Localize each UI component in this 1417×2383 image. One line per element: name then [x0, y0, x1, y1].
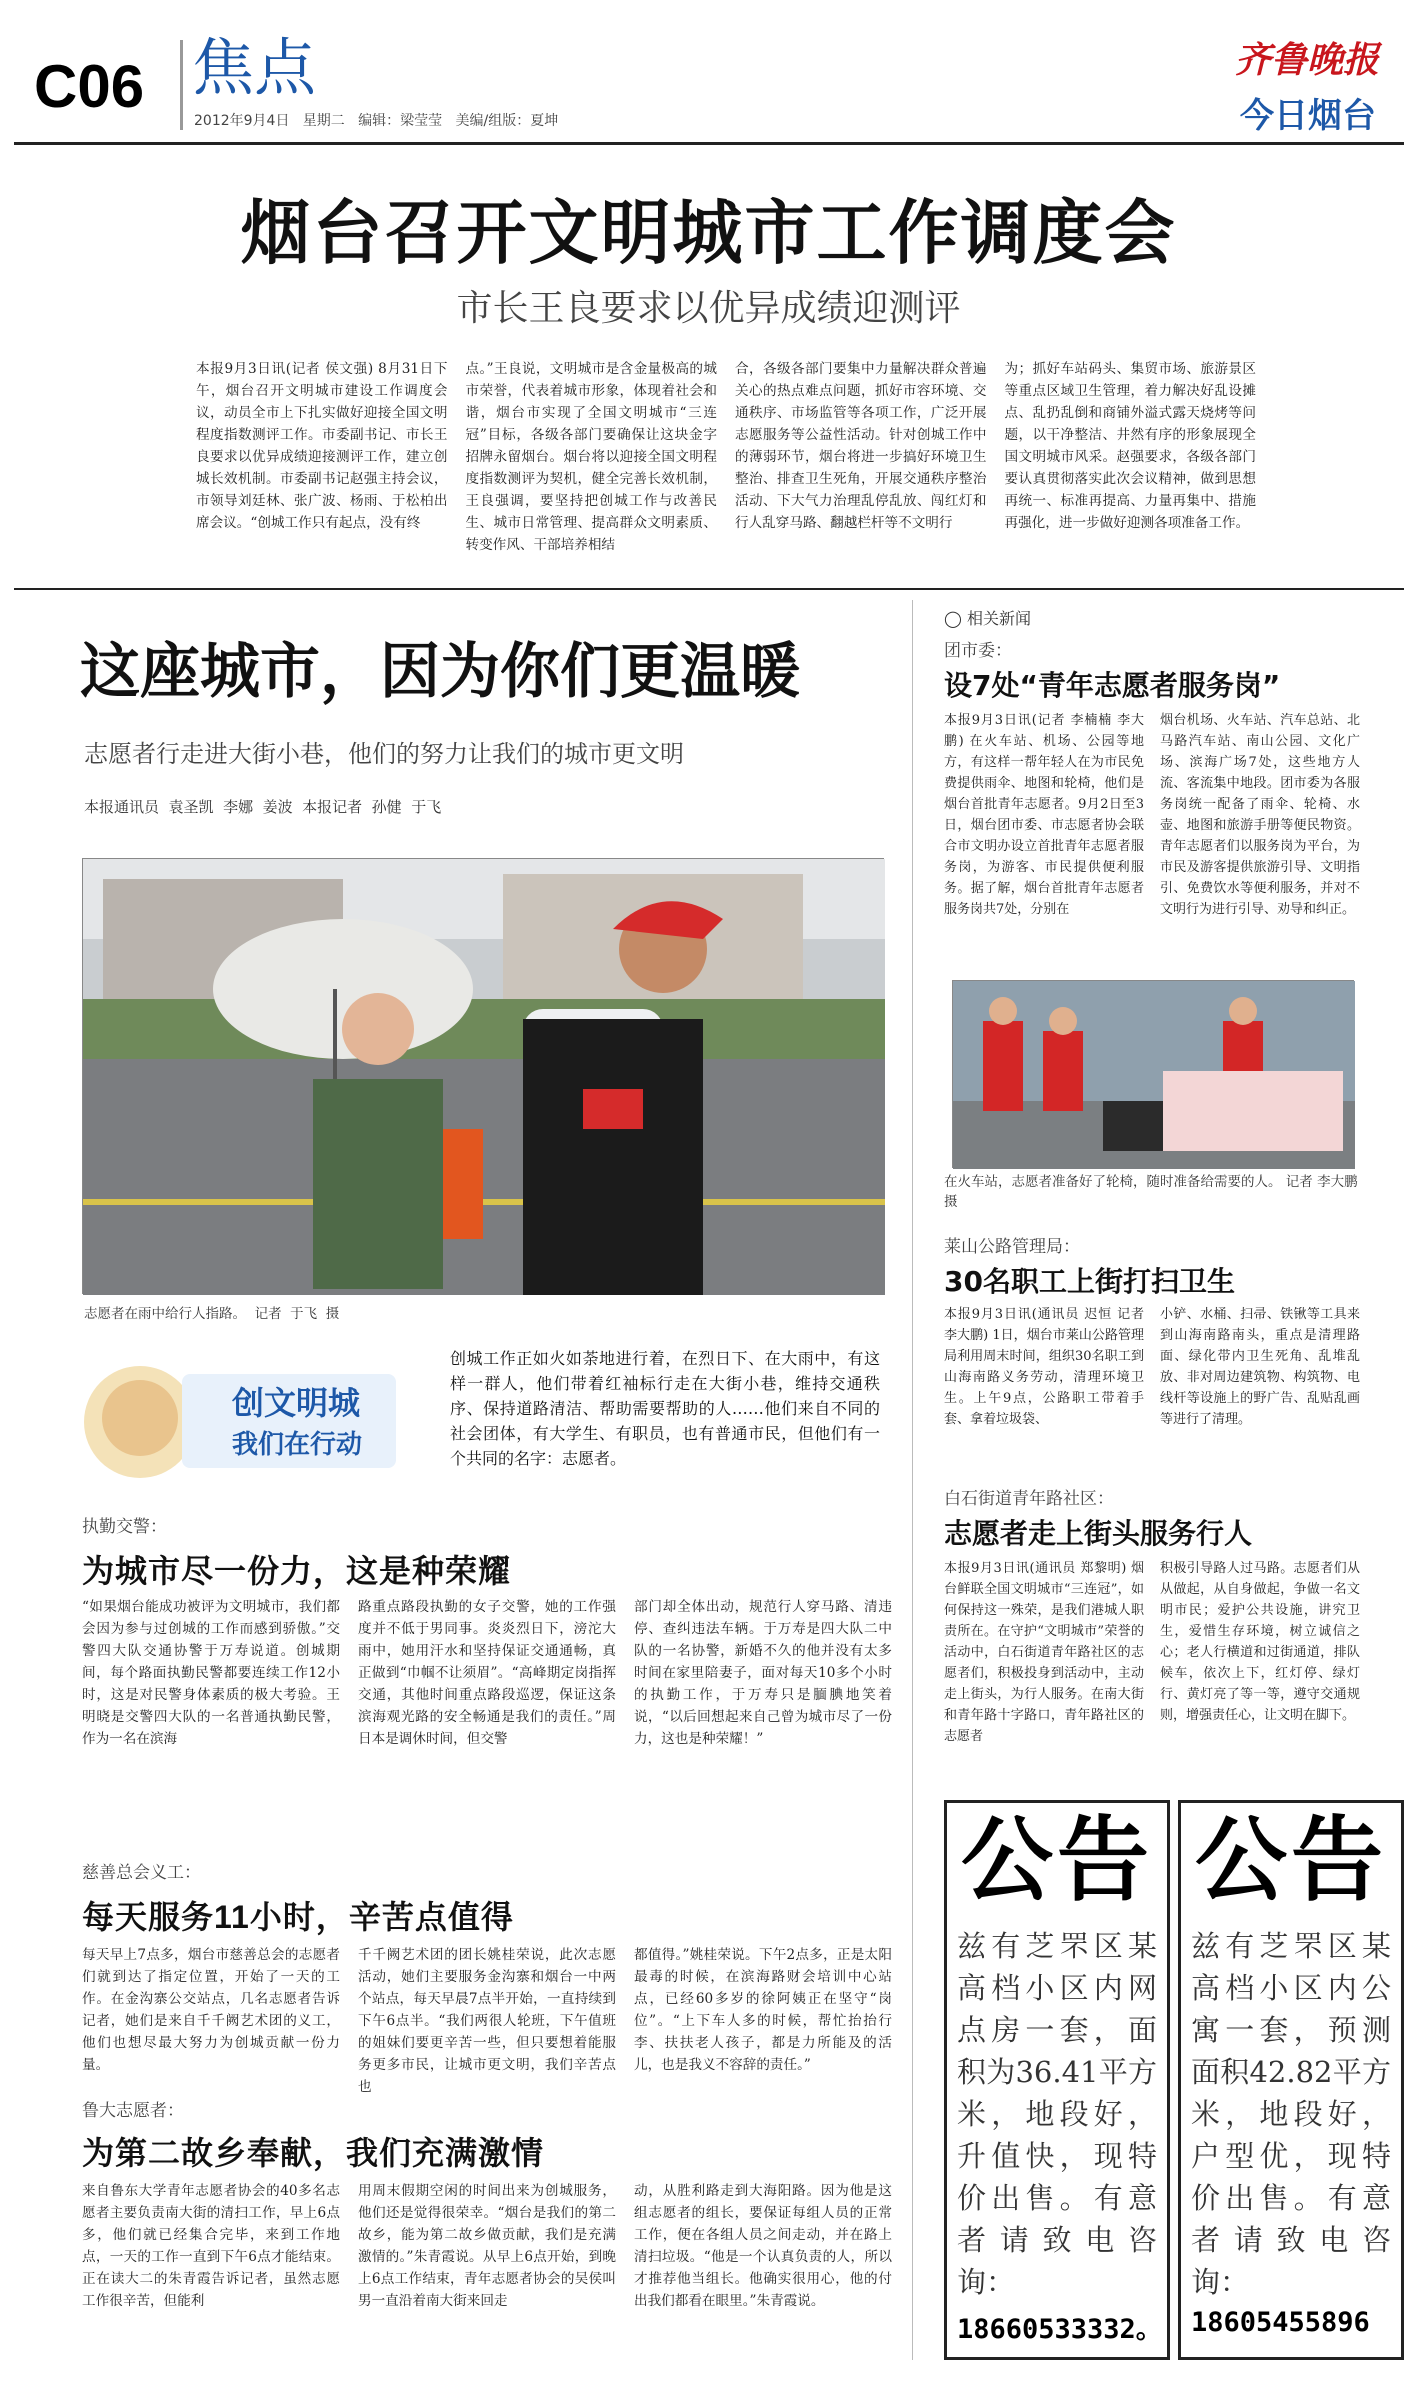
badge-line-1: 创文明城	[232, 1384, 361, 1422]
lead-col-4: 为；抓好车站码头、集贸市场、旅游景区等重点区域卫生管理，着力解决好乱设摊点、乱扔乱倒和商铺外溢式露天烧烤等问题，以干净整洁、井然有序的形象展现全国文明城市风采。赵强要求，各级各部门要认真贯彻落实此次会议精神，做到思想再统一、标准再提高、力量再集中、措施再强化，进一步做好迎测各项准备工作。	[1004, 361, 1256, 531]
badge-line-2: 我们在行动	[232, 1430, 363, 1460]
notice-2-title: 公告	[1194, 1810, 1387, 1912]
masthead-meta: 2012年9月4日 星期二 编辑：梁莹莹 美编/组版：夏坤	[194, 113, 559, 129]
column-divider	[912, 600, 913, 2360]
story2-col-3: 都值得。”姚桂荣说。下午2点多，正是太阳最毒的时候，在滨海路财会培训中心站点，已经60多岁的徐阿姨正在坚守“岗位”。“上下车人多的时候，帮忙抬抬行李、扶扶老人孩子，都是力所能及的活儿，也是我义不容辞的责任。”	[634, 1947, 892, 2073]
related1-title: 设7处“青年志愿者服务岗”	[944, 669, 1281, 702]
notice-1	[944, 1800, 1170, 2360]
related2-col-1: 本报9月3日讯(通讯员 迟恒 记者 李大鹏) 1日，烟台市莱山公路管理局利用周末时间，组织30名职工到山海南路义务劳动，清理环境卫生。上午9点，公路职工带着手套、拿着垃圾袋、	[944, 1307, 1144, 1427]
story3-col-2: 用周末假期空闲的时间出来为创城服务，他们还是觉得很荣幸。“烟台是我们的第二故乡，能为第二故乡做贡献，我们是充满激情的。”朱青霞说。从早上6点开始，到晚上6点工作结束，青年志愿者协会的吴侯叫男一直沿着南大街来回走	[358, 2183, 616, 2309]
related2-title: 30名职工上街打扫卫生	[944, 1265, 1235, 1298]
related1-col-1: 本报9月3日讯(记者 李楠楠 李大鹏) 在火车站、机场、公园等地方，有这样一帮年轻人在为市民免费提供雨伞、地图和轮椅，他们是烟台首批青年志愿者。9月2日至3日，烟台团市委、市志愿者协会联合市文明办设立首批青年志愿者服务岗，为游客、市民提供便利服务。据了解，烟台首批青年志愿者服务岗共7处，分别在	[944, 713, 1144, 917]
related2-org: 莱山公路管理局：	[944, 1237, 1080, 1257]
story2-col-2: 千千阙艺术团的团长姚桂荣说，此次志愿活动，她们主要服务金沟寨和烟台一中两个站点，每天早晨7点半开始，一直持续到下午6点半。“我们两很人轮班，下午值班的姐妹们要更辛苦一些，但只要想着能服务更多市民，让城市更文明，我们辛苦点也	[358, 1947, 616, 2095]
notice-1-title: 公告	[960, 1810, 1153, 1912]
story3-title: 为第二故乡奉献，我们充满激情	[82, 2135, 545, 2171]
story1-body	[82, 1596, 892, 1832]
story1-label: 执勤交警：	[82, 1517, 167, 1537]
related2-col-2: 小铲、水桶、扫帚、铁锹等工具来到山海南路南头，重点是清理路面、绿化带内卫生死角、乱堆乱放、非对周边建筑物、构筑物、电线杆等设施上的野广告、乱贴乱画等进行了清理。	[1160, 1307, 1360, 1427]
volunteer-rain-photo	[83, 859, 885, 1295]
paper-name: 齐鲁晚报	[1235, 39, 1380, 81]
story2-title: 每天服务11小时，辛苦点值得	[82, 1899, 514, 1935]
story1-col-3: 部门却全体出动，规范行人穿马路、清违停、查纠违法车辆。于万寿是四大队二中队的一名协警，新婚不久的他并没有太多时间在家里陪妻子，面对每天10多个小时的执勤工作，于万寿只是腼腆地笑着说，“以后回想起来自己曾为城市尽了一份力，这也是种荣耀！”	[634, 1599, 892, 1747]
main-photo-caption: 志愿者在雨中给行人指路。 记者 于飞 摄	[84, 1306, 340, 1322]
masthead-rule	[14, 142, 1404, 145]
related-news-tag	[944, 606, 1031, 629]
main-subtitle: 志愿者行走进大街小巷，他们的努力让我们的城市更文明	[84, 740, 684, 768]
related-circle-icon: ◯	[944, 609, 962, 628]
main-title: 这座城市，因为你们更温暖	[80, 638, 800, 705]
related3-body	[944, 1558, 1360, 1776]
lead-col-2: 点。”王良说，文明城市是含金量极高的城市荣誉，代表着城市形象，体现着社会和谐，烟台市实现了全国文明城市“三连冠”目标，各级各部门要确保让这块金字招牌永留烟台。烟台将以迎接全国文明程度指数测评为契机，健全完善长效机制，王良强调，要坚持把创城工作与改善民生、城市日常管理、提高群众文明素质、转变作风、干部培养相结	[465, 361, 717, 553]
story3-col-1: 来自鲁东大学青年志愿者协会的40多名志愿者主要负责南大街的清扫工作，早上6点多，他们就已经集合完毕，来到工作地点，一天的工作一直到下午6点才能结束。正在读大二的朱青霞告诉记者，虽然志愿工作很辛苦，但能利	[82, 2183, 340, 2309]
story2-label: 慈善总会义工：	[82, 1863, 201, 1883]
related2-body	[944, 1304, 1360, 1470]
masthead-divider	[180, 40, 183, 130]
story2-body	[82, 1944, 892, 2095]
related1-caption: 在火车站，志愿者准备好了轮椅，随时准备给需要的人。 记者 李大鹏 摄	[944, 1174, 1358, 1210]
edition-name: 今日烟台	[1240, 96, 1376, 136]
lead-col-1: 本报9月3日讯(记者 侯文强) 8月31日下午，烟台召开文明城市建设工作调度会议，动员全市上下扎实做好迎接全国文明程度指数测评工作。市委副书记、市长王良要求以优异成绩迎接测评工作，建立创城长效机制。市委副书记赵强主持会议，市领导刘廷林、张广波、杨雨、于松柏出席会议。“创城工作只有起点，没有终	[196, 361, 448, 531]
notice-2	[1178, 1800, 1404, 2360]
lead-subtitle: 市长王良要求以优异成绩迎测评	[456, 288, 961, 329]
related3-title: 志愿者走上街头服务行人	[944, 1517, 1253, 1550]
story3-label: 鲁大志愿者：	[82, 2101, 184, 2121]
main-photo	[82, 858, 884, 1294]
main-byline: 本报通讯员 袁圣凯 李娜 姜波 本报记者 孙健 于飞	[84, 798, 442, 816]
section-title: 焦点	[192, 31, 317, 104]
related1-org: 团市委：	[944, 641, 1012, 661]
wheelchair-photo	[953, 981, 1355, 1169]
story2-col-1: 每天早上7点多，烟台市慈善总会的志愿者们就到达了指定位置，开始了一天的工作。在金沟寨公交站点，几名志愿者告诉记者，她们是来自千千阙艺术团的义工，他们也想尽最大努力为创城贡献一份力量。	[82, 1947, 340, 2073]
related3-col-2: 积极引导路人过马路。志愿者们从从做起，从自身做起，争做一名文明市民；爱护公共设施，讲究卫生，爱惜生存环境，树立诚信之心；老人行横道和过街通道，排队候车，依次上下，红灯停、绿灯行、黄灯亮了等一等，遵守交通规则，增强责任心，让文明在脚下。	[1160, 1561, 1360, 1723]
related-news-label: 相关新闻	[967, 609, 1032, 628]
notice-2-phone: 18605455896	[1191, 2307, 1370, 2338]
lead-col-3: 合，各级各部门要集中力量解决群众普遍关心的热点难点问题，抓好市容环境、交通秩序、市场监管等各项工作，广泛开展志愿服务等公益性活动。针对创城工作中的薄弱环节，烟台将进一步搞好环境卫生整治、排查卫生死角，开展交通秩序整治活动、下大气力治理乱停乱放、闯红灯和行人乱穿马路、翻越栏杆等不文明行	[735, 361, 987, 531]
lead-rule	[14, 588, 1404, 590]
lead-title: 烟台召开文明城市工作调度会	[240, 196, 1177, 273]
story3-col-3: 动，从胜利路走到大海阳路。因为他是这组志愿者的组长，要保证每组人员的正常工作，便在各组人员之间走动，并在路上清扫垃圾。“他是一个认真负责的人，所以才推荐他当组长。他确实很用心，他的付出我们都看在眼里。”朱青霞说。	[634, 2183, 892, 2309]
campaign-badge	[82, 1362, 402, 1482]
page-code: C06	[34, 53, 145, 120]
related3-org: 白石街道青年路社区：	[944, 1489, 1114, 1509]
story1-title: 为城市尽一份力，这是种荣耀	[82, 1553, 512, 1589]
notice-1-text: 兹有芝罘区某高档小区内网点房一套，面积为36.41平方米，地段好，升值快，现特价出售。有意者请致电咨询：	[957, 1929, 1157, 2299]
related1-body	[944, 710, 1360, 968]
main-intro: 创城工作正如火如荼地进行着，在烈日下、在大雨中，有这样一群人，他们带着红袖标行走在大街小巷，维持交通秩序、保持道路清洁、帮助需要帮助的人……他们来自不同的社会团体，有大学生、有职员，也有普通市民，但他们有一个共同的名字：志愿者。	[450, 1349, 880, 1468]
story1-col-2: 路重点路段执勤的女子交警，她的工作强度并不低于男同事。炎炎烈日下，滂沱大雨中，她用汗水和坚持保证交通通畅，真正做到“巾帼不让须眉”。“高峰期定岗指挥交通，其他时间重点路段巡逻，保证这条滨海观光路的安全畅通是我们的责任。”周日本是调休时间，但交警	[358, 1599, 616, 1747]
lead-body	[196, 358, 1256, 558]
story1-col-1: “如果烟台能成功被评为文明城市，我们都会因为参与过创城的工作而感到骄傲。”交警四大队交通协警于万寿说道。创城期间，每个路面执勤民警都要连续工作12小时，这是对民警身体素质的极大考验。王明晓是交警四大队的一名普通执勤民警，作为一名在滨海	[82, 1599, 340, 1747]
related3-col-1: 本报9月3日讯(通讯员 郑黎明) 烟台鲜联全国文明城市“三连冠”，如何保持这一殊荣，是我们港城人职责所在。在守护“文明城市”荣誉的活动中，白石街道青年路社区的志愿者们，积极投身到活动中，主动走上街头，为行人服务。在南大街和青年路十字路口，青年路社区的志愿者	[944, 1561, 1144, 1744]
related1-photo	[952, 980, 1354, 1168]
notice-1-phone: 18660533332。	[957, 2314, 1163, 2345]
related1-col-2: 烟台机场、火车站、汽车总站、北马路汽车站、南山公园、文化广场、滨海广场7处，这些地方人流、客流集中地段。团市委为各服务岗统一配备了雨伞、轮椅、水壶、地图和旅游手册等便民物资。青年志愿者们以服务岗为平台，为市民及游客提供旅游引导、文明指引、免费饮水等便利服务，并对不文明行为进行引导、劝导和纠正。	[1160, 713, 1360, 917]
notice-2-text: 兹有芝罘区某高档小区内公寓一套，预测面积42.82平方米，地段好，户型优，现特价出售。有意者请致电咨询：	[1191, 1929, 1391, 2299]
story3-body	[82, 2180, 892, 2380]
